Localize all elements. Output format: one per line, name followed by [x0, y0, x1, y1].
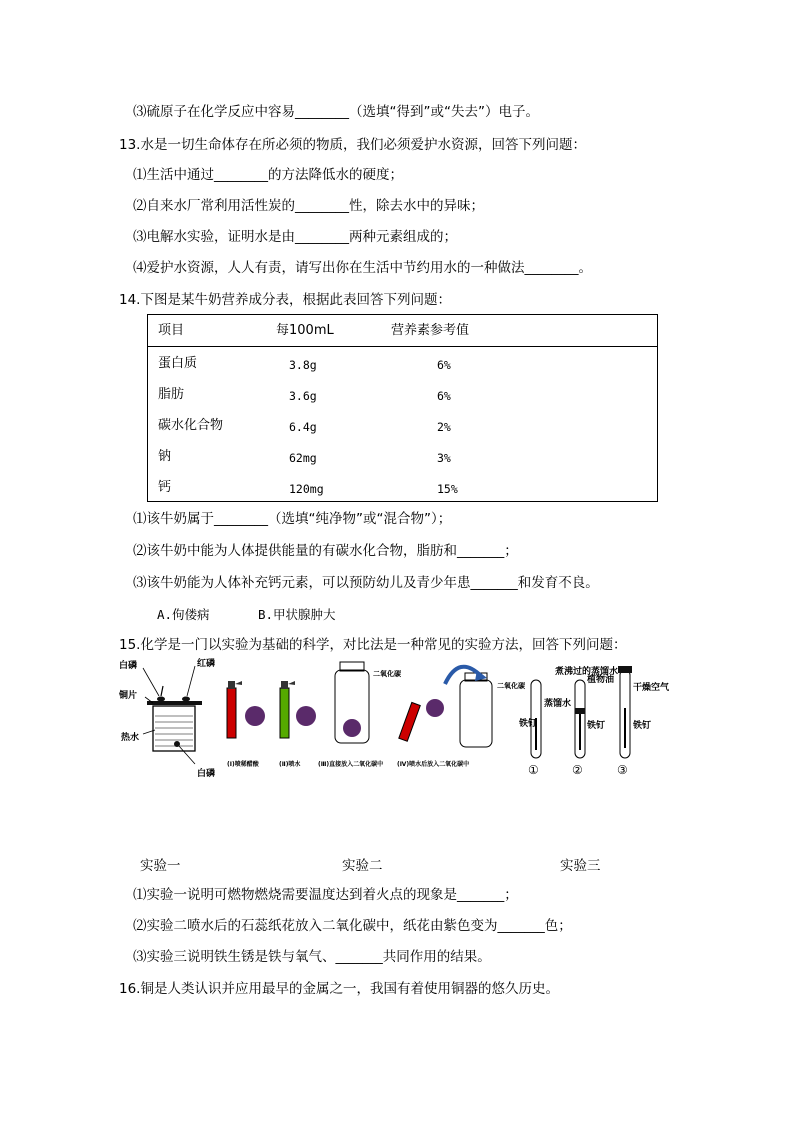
- exp3-label-nail-2: 铁钉: [587, 721, 606, 731]
- table-cell: 6.4g: [289, 420, 317, 434]
- q12-part3: ⑶硫原子在化学反应中容易________（选填“得到”或“失去”）电子。: [133, 104, 539, 120]
- exp3-label-distilled-water: 蒸馏水: [544, 699, 572, 709]
- table-header-divider: [148, 346, 657, 347]
- exp3-label-boiled-water: 煮沸过的蒸馏水: [555, 667, 619, 677]
- q14-item-3: ⑶该牛奶能为人体补充钙元素，可以预防幼儿及青少年患_______和发育不良。: [133, 575, 599, 591]
- exp3-number-2: ②: [572, 763, 583, 777]
- exp3-label-dry-air: 干燥空气: [633, 683, 670, 693]
- exp1-label-red-phosphorus: 红磷: [197, 659, 216, 669]
- litmus-flower-4: [426, 699, 444, 717]
- q14-option-b: B.甲状腺肿大: [258, 607, 336, 622]
- table-cell: 脂肪: [158, 387, 185, 402]
- caption-experiment-2: 实验二: [342, 858, 383, 874]
- q14-option-a: A.佝偻病: [157, 607, 210, 622]
- exp2-caption-2: (Ⅱ)喷水: [279, 761, 301, 768]
- q13-item-3: ⑶电解水实验，证明水是由________两种元素组成的；: [133, 229, 457, 245]
- litmus-flower-3: [343, 719, 361, 737]
- copper-sheet: [147, 701, 202, 705]
- table-cell: 6%: [437, 358, 451, 372]
- exp1-label-white-phosphorus: 白磷: [119, 661, 138, 671]
- q14-title: 14.下图是某牛奶营养成分表，根据此表回答下列问题：: [119, 292, 451, 308]
- litmus-flower-1: [245, 706, 265, 726]
- caption-experiment-1: 实验一: [140, 858, 181, 874]
- jar-co2-2: [460, 680, 492, 747]
- exp1-label-white-phosphorus-2: 白磷: [197, 769, 216, 779]
- exp3-label-nail-3: 铁钉: [633, 721, 652, 731]
- table-cell: 120mg: [289, 482, 324, 496]
- exp3-label-oil: 植物油: [587, 675, 615, 685]
- q14-item-1: ⑴该牛奶属于________（选填“纯净物”或“混合物”）；: [133, 511, 452, 527]
- table-cell: 2%: [437, 420, 451, 434]
- exp1-label-copper: 铜片: [119, 691, 138, 701]
- litmus-flower-2: [296, 706, 316, 726]
- table-cell: 3.8g: [289, 358, 317, 372]
- table-cell: 6%: [437, 389, 451, 403]
- table-cell: 钙: [158, 480, 172, 495]
- table-cell: 15%: [437, 482, 458, 496]
- q13-item-4: ⑷爱护水资源，人人有责，请写出你在生活中节约用水的一种做法________。: [133, 260, 592, 276]
- table-cell: 3.6g: [289, 389, 317, 403]
- q13-title: 13.水是一切生命体存在所必须的物质，我们必须爱护水资源，回答下列问题：: [119, 137, 586, 153]
- q13-item-1: ⑴生活中通过________的方法降低水的硬度；: [133, 167, 403, 183]
- q15-item-1: ⑴实验一说明可燃物燃烧需要温度达到着火点的现象是_______；: [133, 887, 518, 903]
- q15-item-3: ⑶实验三说明铁生锈是铁与氧气、_______共同作用的结果。: [133, 949, 491, 965]
- caption-experiment-3: 实验三: [560, 858, 601, 874]
- nutrition-table: [147, 314, 658, 502]
- table-header-item: 项目: [158, 323, 185, 338]
- exp2-caption-1: (Ⅰ)喷稀醋酸: [227, 761, 259, 768]
- q16-title: 16.铜是人类认识并应用最早的金属之一，我国有着使用铜器的悠久历史。: [119, 981, 559, 997]
- q15-item-2: ⑵实验二喷水后的石蕊纸花放入二氧化碳中，纸花由紫色变为_______色；: [133, 918, 572, 934]
- white-phosphorus-icon: [157, 697, 165, 702]
- spray-bottle-2: [280, 688, 289, 738]
- exp3-label-nail-1: 铁钉: [519, 719, 538, 729]
- table-cell: 碳水化合物: [158, 418, 224, 433]
- table-cell: 蛋白质: [158, 356, 198, 371]
- spray-bottle-3: [399, 702, 420, 741]
- red-phosphorus-icon: [182, 697, 190, 702]
- table-header-reference: 营养素参考值: [391, 323, 470, 338]
- exp3-number-1: ①: [528, 763, 539, 777]
- exp2-caption-3: (Ⅲ)直接放入二氧化碳中: [318, 761, 384, 768]
- table-cell: 62mg: [289, 451, 317, 465]
- q15-title: 15.化学是一门以实验为基础的科学，对比法是一种常见的实验方法，回答下列问题：: [119, 637, 627, 653]
- table-cell: 3%: [437, 451, 451, 465]
- q14-item-2: ⑵该牛奶中能为人体提供能量的有碳水化合物，脂肪和_______；: [133, 543, 518, 559]
- exp3-number-3: ③: [617, 763, 628, 777]
- beaker: [153, 706, 195, 751]
- exp1-label-hot-water: 热水: [121, 733, 140, 743]
- spray-bottle-1: [227, 688, 236, 738]
- experiment-3-diagram: [518, 665, 670, 777]
- experiment-figure: [115, 648, 675, 783]
- exp2-jar-label-1: 二氧化碳: [373, 670, 401, 678]
- exp2-caption-4: (Ⅳ)喷水后放入二氧化碳中: [397, 761, 470, 768]
- q13-item-2: ⑵自来水厂常利用活性炭的________性，除去水中的异味；: [133, 198, 484, 214]
- table-cell: 钠: [158, 449, 172, 464]
- table-header-per100ml: 每100mL: [276, 323, 334, 338]
- exp2-jar-label-2: 二氧化碳: [497, 682, 525, 690]
- experiment-2-diagram: [227, 662, 525, 768]
- experiment-1-diagram: [118, 657, 215, 779]
